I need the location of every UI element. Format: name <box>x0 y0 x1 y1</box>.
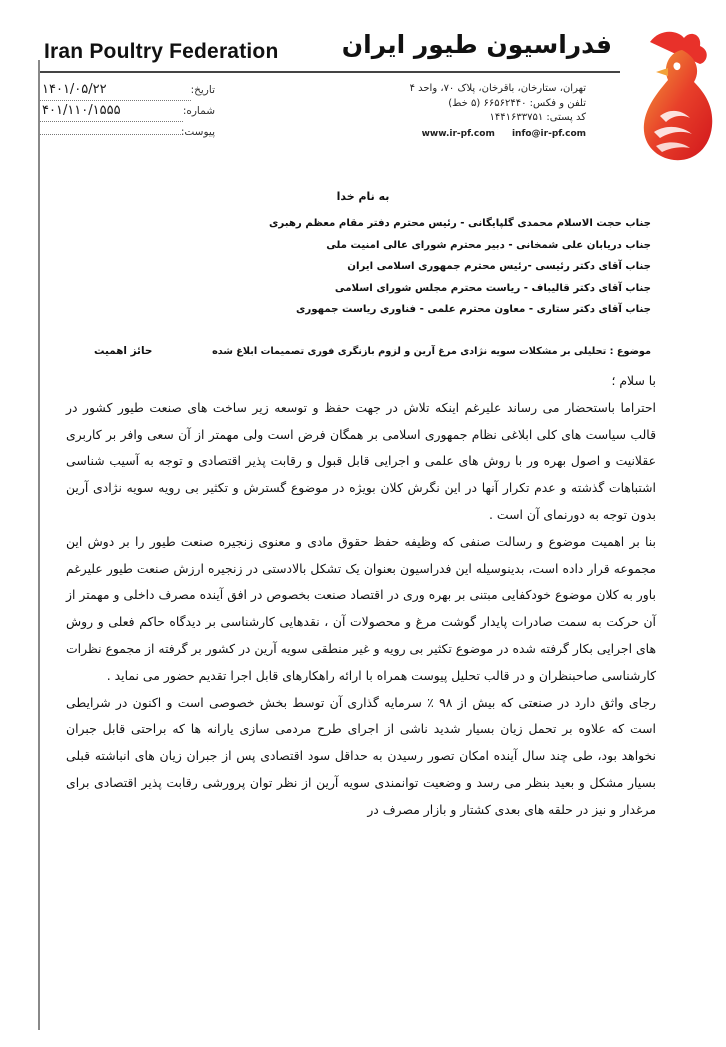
greeting-text: با سلام ؛ <box>611 373 656 388</box>
importance-label: حائز اهمیت <box>94 345 153 357</box>
address-text: تهران، ستارخان، باقرخان، پلاک ۷۰، واحد ۴ <box>409 83 586 94</box>
web-contact-row <box>326 127 586 142</box>
addressee-line: جناب حجت الاسلام محمدی گلپایگانی - رئیس محترم دفتر مقام معظم رهبری <box>269 218 651 229</box>
bismillah-heading: به نام خدا <box>336 190 390 203</box>
left-border-line <box>38 60 40 1030</box>
body-paragraph: رجای واثق دارد در صنعتی که بیش از ۹۸ ٪ سرمایه گذاری آن توسط بخش خصوصی است و اکنون در شرایطی است که علاوه بر تحمل زیان بسیار شدید ناشی از اجرای طرح مردمی سازی یارانه ها که براحتی قابل جبران نخواهد بود، طی چند سال آینده امکان تصور رسیدن به حداقل سود اقتصادی پس از جبران زیان های انباشته قبلی بسیار مشکل و بعید بنظر می رسد و وضعیت توانمندی سویه آرین از نظر توان پرورشی رقابت پذیر اقتصادی برای مرغدار و نیز در حلقه های بعدی کشتار و بازار مصرف در <box>66 694 656 817</box>
body-paragraph: احتراما باستحضار می رساند علیرغم اینکه تلاش در جهت حفظ و توسعه زیر ساخت های صنعت طیور کشور در قالب سیاست های کلی ابلاغی نظام جمهوری اسلامی بر همگان فرض است ولی مهمتر از آن سعی وافر بر کاربری عقلانیت و اصول بهره ور با روش های علمی و اجرایی قابل قبول و رقابت پذیر اقتصادی و توجه به آسیب شناسی اشتباهات گذشته و عدم تکرار آنها در این نگرش کلان بویژه در موضوع گسترش و تکثیر بی رویه سویه نژادی آرین بدون توجه به دورنمای آن است . <box>66 399 656 522</box>
body-paragraph: بنا بر اهمیت موضوع و رسالت صنفی که وظیفه حفظ حقوق مادی و معنوی زنجیره صنعت طیور را بر دوش این مجموعه قرار داده است، بدینوسیله این فدراسیون بعنوان یک تشکل بالادستی در زنجیره ارزش صنعت طیور علیرغم باور به کلان موضوع خودکفایی مبتنی بر بهره وری در اقتصاد صنعت بخصوص در افق آینده مصرف داخلی و مهمتر از آن حرکت به سمت صادرات پایدار گوشت مرغ و محصولات آن ، نقدهایی کارشناسی بر دیدگاه حاکم فعلی و روش های اجرایی بکار گرفته شده در موضوع تکثیر بی رویه و غیر منطقی سویه آرین در کشور بر گرفته از مجموع نظرات کارشناسی صاحبنظران و در قالب تحلیل پیوست همراه با ارائه راهکارهای قابل اجرا تقدیم حضور می نماید . <box>66 533 656 683</box>
number-label: شماره: <box>182 105 215 117</box>
subject-line: موضوع : تحلیلی بر مشکلات سویه نژادی مرغ آرین و لزوم بازنگری فوری تصمیمات ابلاغ شده <box>212 346 651 357</box>
federation-persian-name: فدراسیون طیور ایران <box>341 30 612 59</box>
email-link[interactable]: info@ir-pf.com <box>511 128 586 139</box>
phone-text: تلفن و فکس: ۶۶۵۶۲۴۴۰ (۵ خط) <box>448 97 586 109</box>
letter-meta <box>40 80 215 142</box>
addressee-line: جناب دریابان علی شمخانی - دبیر محترم شورای عالی امنیت ملی <box>326 239 651 251</box>
attachment-value <box>40 134 181 135</box>
header-divider <box>40 71 620 73</box>
addressee-line: جناب آقای دکتر ستاری - معاون محترم علمی - فناوری ریاست جمهوری <box>296 304 651 315</box>
contact-block <box>326 82 586 141</box>
letter-body <box>66 368 656 824</box>
addressee-list <box>91 213 651 321</box>
date-row <box>40 80 215 101</box>
attachment-label: پیوست: <box>180 126 215 138</box>
date-value: ۱۴۰۱/۰۵/۲۲ <box>40 80 191 101</box>
date-label: تاریخ: <box>190 84 215 96</box>
addressee-line: جناب آقای دکتر قالیباف - ریاست محترم مجلس شورای اسلامی <box>334 282 651 294</box>
attachment-row <box>40 122 215 142</box>
website-link[interactable]: www.ir-pf.com <box>421 128 495 139</box>
addressee-line: جناب آقای دکتر رئیسی -رئیس محترم جمهوری اسلامی ایران <box>347 261 651 272</box>
number-value: ۴۰۱/۱۱۰/۱۵۵۵ <box>40 101 183 122</box>
rooster-logo-icon <box>620 20 720 170</box>
postal-code-text: کد پستی: ۱۴۴۱۶۳۳۷۵۱ <box>489 112 586 123</box>
number-row <box>40 101 215 122</box>
federation-english-name: Iran Poultry Federation <box>44 40 279 63</box>
